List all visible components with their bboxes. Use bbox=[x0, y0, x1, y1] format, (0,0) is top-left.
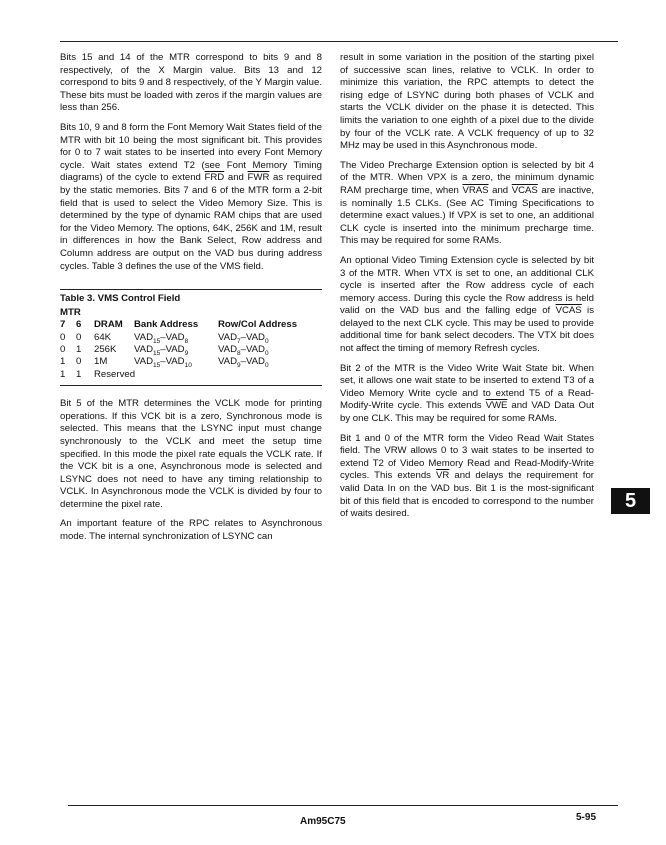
footer-part-number: Am95C75 bbox=[300, 816, 346, 827]
bank-address-cell: $VAD_{15}-VAD_8$ bbox=[134, 331, 189, 345]
table-group-label: MTR bbox=[60, 306, 81, 318]
table-title: Table 3. VMS Control Field bbox=[60, 293, 181, 305]
table-group-row bbox=[60, 307, 322, 319]
table-row: 0 0 64K $VAD_{15}-VAD_8$ $VAD_7-VAD_0$ bbox=[60, 332, 322, 344]
section-tab-badge: 5 bbox=[611, 488, 650, 514]
signal-vras: VRAS bbox=[462, 184, 489, 196]
signal-vcas: VCAS bbox=[555, 305, 582, 317]
table-row: 0 1 256K $VAD_{15}-VAD_9$ $VAD_8-VAD_0$ bbox=[60, 344, 322, 356]
paragraph-video-write-wait: Bit 2 of the MTR is the Video Write Wait State bit. When set, it allows one wait state to be inserted to extend T3 of a Video Memory Write cycle and to extend T5 of a Read-Modify-Write cycle. This extends $\overline{VWE}$ and VAD Data Out by one CLK. This may be required for some RAMs. bbox=[340, 362, 594, 425]
paragraph-lsync-variation: result in some variation in the position of the starting pixel of successive scan lines, relative to VCLK. In order to minimize this variation, the RPC attempts to detect the rising edge of LSYNC during both phases of VCLK and starts the VCLK divider on the phase it is detected. This limits the variation to one eighth of a pixel due to the divide by four of the VCLK rate. A VCLK frequency of up to 32 MHz may be used in this Asynchronous mode. bbox=[340, 52, 594, 152]
bank-address-cell: $VAD_{15}-VAD_9$ bbox=[134, 343, 189, 357]
footer-rule bbox=[68, 805, 618, 806]
signal-frd: $\overline{FRD}$ bbox=[204, 172, 225, 184]
signal-fwr: $\overline{FWR}$ bbox=[247, 172, 270, 184]
paragraph-margin-bits: Bits 15 and 14 of the MTR correspond to bits 9 and 8 respectively, of the X Margin value. Bits 13 and 12 correspond to bits 9 and 8 respectively, of the Y Margin value. These bits must be loaded with zeros if the margin values are less than 256. bbox=[60, 52, 322, 114]
table-top-rule bbox=[60, 289, 322, 290]
row-col-address-cell: $VAD_9-VAD_0$ bbox=[218, 356, 269, 370]
table-header-row bbox=[60, 319, 322, 331]
signal-vcas: VCAS bbox=[511, 184, 538, 196]
bank-address-cell: $VAD_{15}-VAD_{10}$ bbox=[134, 356, 192, 370]
paragraph-video-read-wait: Bit 1 and 0 of the MTR form the Video Read Wait States field. The VRW allows 0 to 3 wait states to be inserted to extend T2 of Video Memory Read and Read-Modify-Write cycles. This extends $\overline{VR}$ and delays the requirement for valid Data In on the VAD bus. Bit 1 is the most-significant bit of this field that is encoded to correspond to the number of waits desired. bbox=[340, 432, 594, 520]
paragraph-rpc-async: An important feature of the RPC relates to Asynchronous mode. The internal synchronization of LSYNC can bbox=[60, 518, 322, 543]
header-bit7: 7 bbox=[60, 319, 66, 331]
right-column bbox=[340, 52, 594, 528]
header-dram: DRAM bbox=[94, 319, 123, 331]
row-col-address-cell: $VAD_8-VAD_0$ bbox=[218, 343, 269, 357]
paragraph-vclk-mode: Bit 5 of the MTR determines the VCLK mode for printing operations. If this VCK bit is a zero, Synchronous mode is selected. This means that the LSYNC input must change synchronously to the VCLK and meet the setup time specified. In this mode the pixel rate equals the VCLK rate. If the VCK bit is a one, Asynchronous mode is selected and LSYNC does not need to have any timing relationship to VCLK. In Asynchronous mode the VCLK is divided by four to determine the pixel rate. bbox=[60, 398, 322, 510]
vms-table-block bbox=[60, 289, 322, 386]
table-row: 1 1 Reserved bbox=[60, 368, 136, 380]
table-row: 1 0 1M $VAD_{15}-VAD_{10}$ $VAD_9-VAD_0$ bbox=[60, 356, 322, 368]
signal-vwe: $\overline{VWE}$ bbox=[485, 400, 508, 412]
footer-page-number: 5-95 bbox=[576, 812, 597, 823]
header-row-col-address: Row/Col Address bbox=[218, 319, 298, 331]
vms-control-table bbox=[60, 307, 322, 381]
row-col-address-cell: $VAD_7-VAD_0$ bbox=[218, 331, 269, 345]
top-rule bbox=[60, 41, 618, 42]
left-column bbox=[60, 52, 322, 551]
paragraph-font-wait-states: Bits 10, 9 and 8 form the Font Memory Wait States field of the MTR with bit 10 being the most significant bit. This provides for 0 to 7 wait states to be inserted into every Font Memory cycle. Wait states extend T2 (see Font Memory Timing diagrams) of the cycle to extend $\overline{FRD}$ and $\overline{FWR}$ as required by the static memories. Bits 7 and 6 of the MTR form a 2-bit field that is used to select the Video Memory Size. This is determined by the type of dynamic RAM chips that are used for the Video Memory. The options, 64K, 256K and 1M, result in differences in how the Bank Select, Row address and Column address are output on the VAD bus during address cycles. Table 3 defines the use of the VMS field. bbox=[60, 121, 322, 272]
signal-vr: $\overline{VR}$ bbox=[436, 470, 450, 482]
header-bit6: 6 bbox=[76, 319, 82, 331]
paragraph-video-timing-extension: An optional Video Timing Extension cycle is selected by bit 3 of the MTR. When VTX is set to one, an additional CLK cycle is inserted after the Row address cycle of each memory access. During this cycle the Row address is held valid on the VAD bus and the falling edge of VCAS is delayed to the next CLK cycle. This may be used to provide additional time for bank select decoders. The VTX bit does not affect the timing of memory Refresh cycles. bbox=[340, 254, 594, 355]
paragraph-video-precharge: The Video Precharge Extension option is selected by bit 4 of the MTR. When VPX is a zero, the minimum dynamic RAM precharge time, when VRAS and VCAS are inactive, is nominally 1.5 CLKs. (See AC Timing Specifications to determine exact values.) If VPX is set to one, an additional CLK cycle is inserted into the minimum precharge time. This may be required for some RAMs. bbox=[340, 159, 594, 247]
header-bank-address: Bank Address bbox=[134, 319, 199, 331]
table-bottom-rule bbox=[60, 385, 322, 386]
